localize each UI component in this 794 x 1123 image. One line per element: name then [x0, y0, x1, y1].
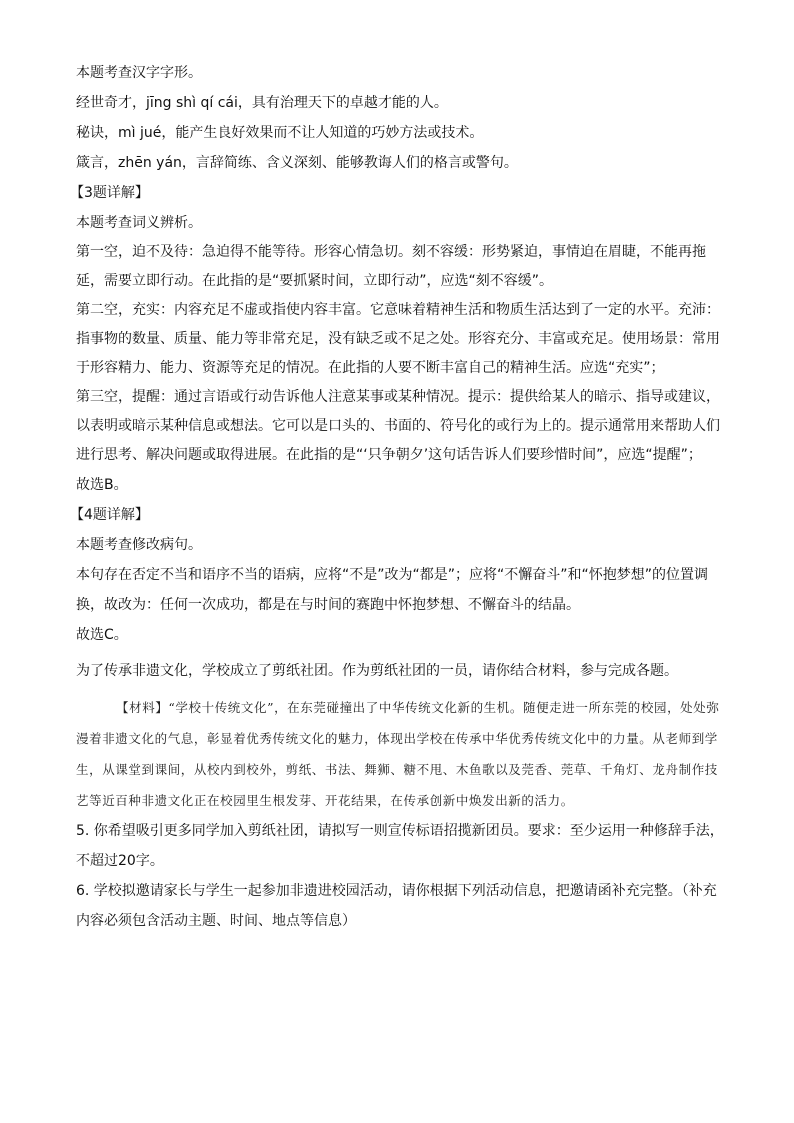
answer-line: 故选B。: [76, 477, 128, 493]
answer-paragraph: 本句存在否定不当和语序不当的语病，应将“不是”改为“都是”；应将“不懈奋斗”和“怀抱梦想”的位置调换，故改为：任何一次成功，都是在与时间的赛跑中怀抱梦想、不懈奋斗的结晶。: [76, 567, 709, 613]
answer-line: 经世奇才，jīng shì qí cái，具有治理天下的卓越才能的人。: [76, 95, 448, 111]
answer-line: 箴言，zhēn yán，言辞简练、含义深刻、能够教诲人们的格言或警句。: [76, 155, 518, 171]
answer-paragraph: 第三空，提醒：通过言语或行动告诉他人注意某事或某种情况。提示：提供给某人的暗示、指导或建议，以表明或暗示某种信息或想法。它可以是口头的、书面的、符号化的或行为上的。提示通常用来帮助人们进行思考、解决问题或取得进展。在此指的是“‘只争朝夕’这句话告诉人们要珍惜时间”，应选“提醒”；: [76, 389, 720, 463]
section-heading-3: 【3题详解】: [70, 185, 149, 201]
task-intro: 为了传承非遗文化，学校成立了剪纸社团。作为剪纸社团的一员，请你结合材料，参与完成各题。: [76, 663, 678, 679]
question-6: 6. 学校拟邀请家长与学生一起参加非遗进校园活动，请你根据下列活动信息，把邀请函补充完整。（补充内容必须包含活动主题、时间、地点等信息）: [76, 883, 717, 929]
answer-line: 本题考查修改病句。: [76, 537, 202, 553]
section-heading-4: 【4题详解】: [70, 507, 149, 523]
answer-line: 本题考查汉字字形。: [76, 65, 202, 81]
answer-paragraph: 第一空，迫不及待：急迫得不能等待。形容心情急切。刻不容缓：形势紧迫，事情迫在眉睫，不能再拖延，需要立即行动。在此指的是“要抓紧时间，立即行动”，应选“刻不容缓”。: [76, 244, 706, 289]
answer-line: 本题考查词义辨析。: [76, 215, 202, 231]
answer-line: 秘诀，mì jué，能产生良好效果而不让人知道的巧妙方法或技术。: [76, 125, 484, 141]
question-5: 5. 你希望吸引更多同学加入剪纸社团，请拟写一则宣传标语招揽新团员。要求：至少运用一种修辞手法，不超过20字。: [76, 823, 724, 869]
material-block: [76, 692, 726, 816]
answer-line: 故选C。: [76, 627, 128, 643]
document-page: [70, 58, 726, 936]
material-text: 【材料】“学校十传统文化”，在东莞碰撞出了中华传统文化新的生机。随便走进一所东莞的校园，处处弥漫着非遗文化的气息，彰显着优秀传统文化的魅力，体现出学校在传承中华优秀传统文化中的力量。从老师到学生，从课堂到课间，从校内到校外，剪纸、书法、舞狮、糖不甩、木鱼歌以及莞香、莞草、千角灯、龙舟制作技艺等近百种非遗文化正在校园里生根发芽、开花结果，在传承创新中焕发出新的活力。: [76, 700, 720, 808]
answer-paragraph: 第二空，充实：内容充足不虚或指使内容丰富。它意味着精神生活和物质生活达到了一定的水平。充沛：指事物的数量、质量、能力等非常充足，没有缺乏或不足之处。形容充分、丰富或充足。使用场景：常用于形容精力、能力、资源等充足的情况。在此指的人要不断丰富自己的精神生活。应选“充实”；: [76, 302, 720, 376]
